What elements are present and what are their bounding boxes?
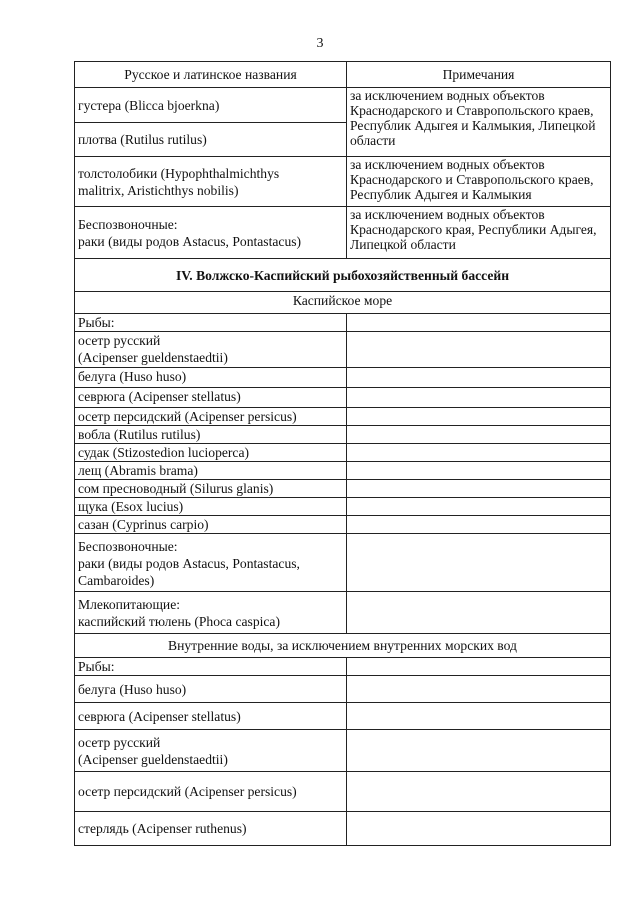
page-number: 3 — [316, 36, 324, 51]
empty-note — [347, 772, 611, 812]
table-row — [75, 703, 611, 730]
table-row — [75, 534, 611, 592]
species-name: севрюга (Acipenser stellatus) — [75, 388, 347, 408]
table-row — [75, 498, 611, 516]
empty-note — [347, 498, 611, 516]
species-name: густера (Blicca bjoerkna) — [75, 88, 347, 123]
table-row — [75, 88, 611, 123]
empty-note — [347, 426, 611, 444]
species-name: Рыбы: — [75, 658, 347, 676]
header-notes-column: Примечания — [347, 62, 611, 88]
empty-note — [347, 516, 611, 534]
table-row — [75, 157, 611, 207]
species-name: осетр персидский (Acipenser persicus) — [75, 408, 347, 426]
subsection-title: Каспийское море — [75, 292, 611, 314]
species-name: толстолобики (Hypophthalmichthys malitrix, Aristichthys nobilis) — [75, 157, 347, 207]
table-header-row — [75, 62, 611, 88]
table-row — [75, 676, 611, 703]
species-name: щука (Esox lucius) — [75, 498, 347, 516]
species-name: вобла (Rutilus rutilus) — [75, 426, 347, 444]
empty-note — [347, 332, 611, 368]
table-row — [75, 658, 611, 676]
header-name-column: Русское и латинское названия — [75, 62, 347, 88]
species-name: сазан (Cyprinus carpio) — [75, 516, 347, 534]
species-name: белуга (Huso huso) — [75, 676, 347, 703]
table-row — [75, 772, 611, 812]
species-note: за исключением водных объектов Краснодарского и Ставропольского краев, Республик Адыгея и Калмыкия — [347, 157, 611, 207]
table-row — [75, 332, 611, 368]
empty-note — [347, 676, 611, 703]
empty-note — [347, 314, 611, 332]
empty-note — [347, 462, 611, 480]
species-name: лещ (Abramis brama) — [75, 462, 347, 480]
table-row — [75, 730, 611, 772]
empty-note — [347, 480, 611, 498]
table-row — [75, 388, 611, 408]
table-row — [75, 314, 611, 332]
species-name: судак (Stizostedion lucioperca) — [75, 444, 347, 462]
table-row — [75, 368, 611, 388]
species-name: осетр персидский (Acipenser persicus) — [75, 772, 347, 812]
section-row — [75, 259, 611, 292]
subsection-row — [75, 634, 611, 658]
species-name: осетр русский (Acipenser gueldenstaedtii) — [75, 332, 347, 368]
species-name: белуга (Huso huso) — [75, 368, 347, 388]
subsection-title: Внутренние воды, за исключением внутренних морских вод — [75, 634, 611, 658]
species-name: севрюга (Acipenser stellatus) — [75, 703, 347, 730]
empty-note — [347, 408, 611, 426]
empty-note — [347, 444, 611, 462]
species-note: за исключением водных объектов Краснодарского и Ставропольского краев, Республик Адыгея и Калмыкия, Липецкой области — [347, 88, 611, 157]
table-row — [75, 426, 611, 444]
empty-note — [347, 592, 611, 634]
species-name: Рыбы: — [75, 314, 347, 332]
empty-note — [347, 534, 611, 592]
table-row — [75, 812, 611, 846]
species-table — [74, 61, 611, 846]
table-row — [75, 516, 611, 534]
species-name: Беспозвоночные: раки (виды родов Astacus, Pontastacus) — [75, 207, 347, 259]
table-row — [75, 207, 611, 259]
species-name: осетр русский (Acipenser gueldenstaedtii) — [75, 730, 347, 772]
table-row — [75, 444, 611, 462]
subsection-row — [75, 292, 611, 314]
empty-note — [347, 368, 611, 388]
section-title: IV. Волжско-Каспийский рыбохозяйственный бассейн — [75, 259, 611, 292]
empty-note — [347, 730, 611, 772]
table-row — [75, 408, 611, 426]
empty-note — [347, 658, 611, 676]
species-name: Млекопитающие: каспийский тюлень (Phoca caspica) — [75, 592, 347, 634]
species-name: сом пресноводный (Silurus glanis) — [75, 480, 347, 498]
table-row — [75, 462, 611, 480]
empty-note — [347, 812, 611, 846]
table-row — [75, 480, 611, 498]
species-name: стерлядь (Acipenser ruthenus) — [75, 812, 347, 846]
empty-note — [347, 388, 611, 408]
empty-note — [347, 703, 611, 730]
species-note: за исключением водных объектов Краснодарского края, Республики Адыгея, Липецкой области — [347, 207, 611, 259]
species-name: Беспозвоночные: раки (виды родов Astacus, Pontastacus, Cambaroides) — [75, 534, 347, 592]
table-row — [75, 592, 611, 634]
species-name: плотва (Rutilus rutilus) — [75, 123, 347, 157]
